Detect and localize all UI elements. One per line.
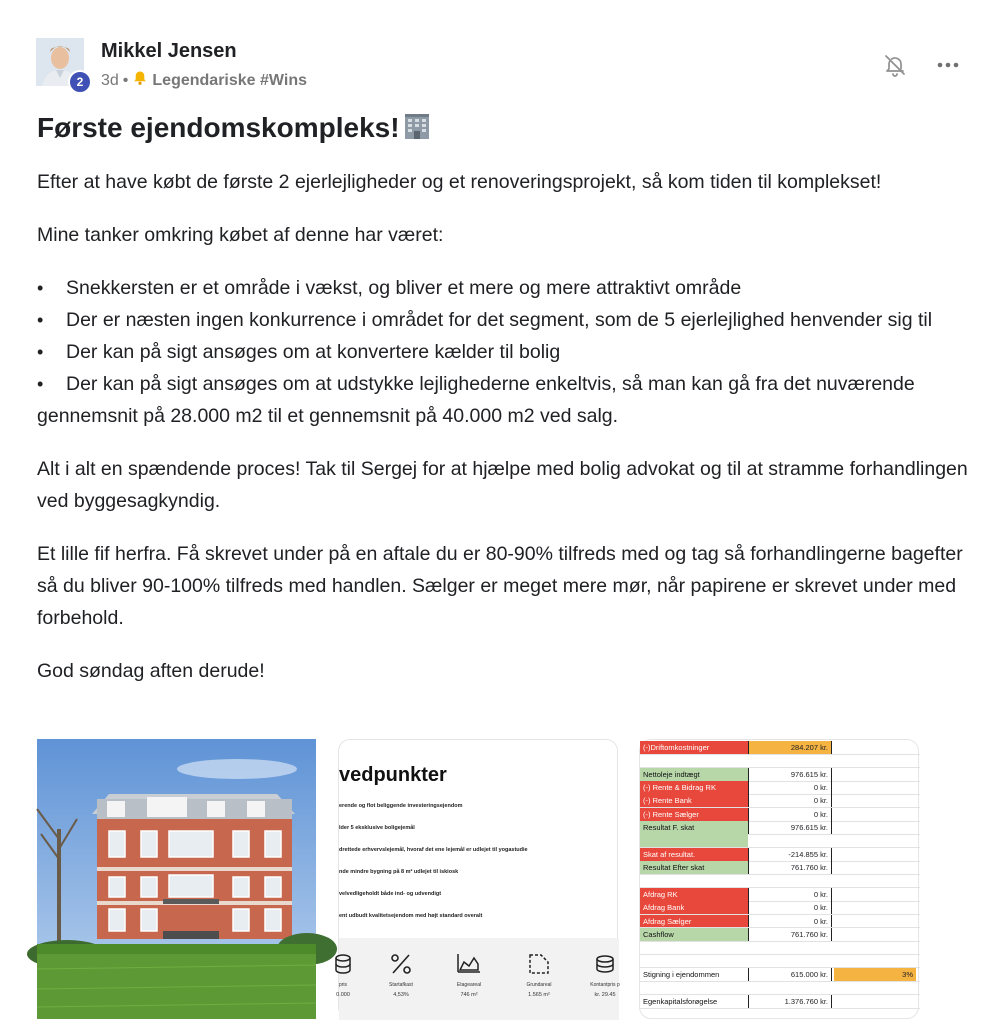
spreadsheet-value-cell: 0 kr.	[748, 915, 832, 928]
spreadsheet-value-cell: 0 kr.	[748, 901, 832, 914]
spreadsheet-row	[640, 901, 920, 914]
spreadsheet-row	[640, 741, 920, 754]
paragraph-intro: Efter at have købt de første 2 ejerlejligheder og et renoveringsprojekt, så kom tiden til komplekset!	[37, 171, 882, 193]
mute-notifications-button[interactable]	[880, 50, 910, 80]
stat-plot-area: Grundareal 1.565 m²	[509, 952, 569, 998]
doc-line: erende og flot beliggende investeringsejendom	[339, 803, 463, 809]
spreadsheet-row	[640, 981, 920, 994]
spreadsheet-row	[640, 941, 920, 954]
spreadsheet-value-cell	[748, 941, 832, 954]
post-body	[37, 166, 972, 708]
post-category[interactable]: Legendariske #Wins	[152, 71, 307, 89]
spreadsheet-row	[640, 968, 920, 981]
spreadsheet-row	[640, 808, 920, 821]
post-time: 3d	[101, 71, 119, 89]
spreadsheet-value-cell: -214.855 kr.	[748, 848, 832, 861]
spreadsheet-row	[640, 915, 920, 928]
doc-title: vedpunkter	[339, 764, 447, 786]
spreadsheet-row	[640, 995, 920, 1008]
spreadsheet-value-cell: 976.615 kr.	[748, 821, 832, 834]
spreadsheet-label-cell: (-) Rente & Bidrag RK	[640, 781, 748, 794]
doc-line: lder 5 eksklusive boligejemål	[339, 825, 415, 831]
paragraph-closing: God søndag aften derude!	[37, 660, 265, 682]
doc-line: ent udbudt kvalitetsejendom med højt standard overalt	[339, 913, 483, 919]
spreadsheet-row	[640, 754, 920, 767]
plot-corners-icon	[527, 952, 551, 976]
spreadsheet-label-cell: (-)Driftomkostninger	[640, 741, 748, 754]
paragraph-tip: Et lille fif herfra. Få skrevet under på en aftale du er 80-90% tilfreds med og tag så forhandlingerne bagefter så du bliver 90-100% tilfreds med handlen. Sælger er meget mere mør, når papirene er skrevet under med forbehold.	[37, 543, 963, 629]
stat-floor-area: Etageareal 746 m²	[439, 952, 499, 998]
spreadsheet-value-cell: 615.000 kr.	[748, 968, 832, 981]
stat-price: pris 0.000	[313, 952, 373, 998]
spreadsheet-label-cell	[640, 981, 748, 994]
spreadsheet-row	[640, 955, 920, 968]
spreadsheet-value-cell: 0 kr.	[748, 888, 832, 901]
spreadsheet-row	[640, 794, 920, 807]
spreadsheet-label-cell: Skat af resultat.	[640, 848, 748, 861]
spreadsheet-value-cell: 761.760 kr.	[748, 928, 832, 941]
list-item: • Snekkersten er et område i vækst, og bliver et mere og mere attraktivt område	[37, 272, 972, 304]
spreadsheet-label-cell: Afdrag RK	[640, 888, 748, 901]
spreadsheet-label-cell: (-) Rente Sælger	[640, 808, 748, 821]
list-item: • Der er næsten ingen konkurrence i området for det segment, som de 5 ejerlejlighed henvender sig til	[37, 304, 972, 336]
spreadsheet-label-cell	[640, 834, 748, 847]
spreadsheet-label-cell	[640, 875, 748, 888]
attachment-building-photo[interactable]	[37, 739, 316, 1019]
paragraph-thanks: Alt i alt en spændende proces! Tak til Sergej for at hjælpe med bolig advokat og til at stramme forhandlingen ved byggesagkyndig.	[37, 458, 968, 512]
spreadsheet-value-cell: 0 kr.	[748, 794, 832, 807]
spreadsheet-row	[640, 781, 920, 794]
area-chart-icon	[456, 952, 482, 976]
spreadsheet-value-cell	[748, 834, 832, 847]
doc-line: velvedligeholdt både ind- og udvendigt	[339, 891, 442, 897]
spreadsheet-percent-cell: 3%	[834, 968, 916, 981]
spreadsheet-label-cell: Stigning i ejendommen	[643, 969, 720, 979]
spreadsheet-label-cell: Egenkapitalsforøgelse	[643, 996, 718, 1006]
more-horizontal-icon	[936, 61, 960, 69]
doc-line: drettede erhvervslejemål, hvoraf det ene lejemål er udlejet til yogastudie	[339, 847, 528, 853]
spreadsheet-label-cell	[640, 941, 748, 954]
spreadsheet-row	[640, 928, 920, 941]
office-building-icon	[402, 113, 432, 139]
author-avatar[interactable]	[36, 38, 88, 90]
attachment-highlights-document[interactable]	[338, 739, 618, 1019]
spreadsheet-value-cell: 761.760 kr.	[748, 861, 832, 874]
spreadsheet-row	[640, 875, 920, 888]
spreadsheet-value-cell	[748, 875, 832, 888]
money-stack-icon	[593, 952, 617, 976]
paragraph-thoughts: Mine tanker omkring købet af denne har været:	[37, 224, 444, 246]
spreadsheet-label-cell	[640, 754, 748, 767]
author-name[interactable]: Mikkel Jensen	[101, 40, 237, 62]
spreadsheet-row	[640, 834, 920, 847]
spreadsheet-label-cell: Nettoleje indtægt	[640, 768, 748, 781]
spreadsheet-label-cell: Resultat Efter skat	[640, 861, 748, 874]
spreadsheet-label-cell: Afdrag Bank	[640, 901, 748, 914]
spreadsheet-row	[640, 848, 920, 861]
spreadsheet-value-cell: 976.615 kr.	[748, 768, 832, 781]
spreadsheet-value-cell	[748, 981, 832, 994]
trophy-bell-icon	[132, 70, 148, 91]
building-photo-image	[37, 739, 316, 1019]
post-meta	[101, 70, 307, 91]
spreadsheet-gridline	[640, 1008, 920, 1009]
meta-separator: •	[122, 71, 129, 89]
spreadsheet-value-cell: 0 kr.	[748, 781, 832, 794]
coins-icon	[331, 952, 355, 976]
attachment-cashflow-spreadsheet[interactable]	[639, 739, 919, 1019]
doc-stats-bar	[336, 938, 620, 1020]
post-title-text: Første ejendomskompleks!	[37, 112, 400, 143]
stat-yield: Startafkast 4,53%	[371, 952, 431, 998]
spreadsheet-label-cell: Resultat F. skat	[640, 821, 748, 834]
reasons-list	[37, 272, 972, 432]
spreadsheet-label-cell: Afdrag Sælger	[640, 915, 748, 928]
spreadsheet-value-cell: 284.207 kr.	[748, 741, 832, 754]
list-item: • Der kan på sigt ansøges om at udstykke lejlighederne enkeltvis, så man kan gå fra det nuværende gennemsnit på 28.000 m2 til et gennemsnit på 40.000 m2 ved salg.	[37, 368, 972, 432]
doc-line: nde mindre bygning på 8 m² udlejet til iskiosk	[339, 869, 459, 875]
spreadsheet-label-cell: (-) Rente Bank	[640, 794, 748, 807]
level-badge: 2	[68, 70, 92, 94]
spreadsheet-label-cell: Cashflow	[640, 928, 748, 941]
more-options-button[interactable]	[932, 52, 964, 78]
spreadsheet-row	[640, 888, 920, 901]
percent-icon	[389, 952, 413, 976]
spreadsheet-row	[640, 768, 920, 781]
spreadsheet-row	[640, 861, 920, 874]
spreadsheet-value-cell	[748, 754, 832, 767]
spreadsheet-row	[640, 821, 920, 834]
spreadsheet-label-cell	[640, 955, 748, 968]
spreadsheet-value-cell	[748, 955, 832, 968]
spreadsheet-value-cell: 0 kr.	[748, 808, 832, 821]
stat-cash-price: Kontantpris p kr. 29.45	[575, 952, 635, 998]
list-item: • Der kan på sigt ansøges om at konvertere kælder til bolig	[37, 336, 972, 368]
post-title	[37, 112, 432, 144]
spreadsheet-value-cell: 1.376.760 kr.	[748, 995, 832, 1008]
bell-off-icon	[883, 53, 907, 77]
